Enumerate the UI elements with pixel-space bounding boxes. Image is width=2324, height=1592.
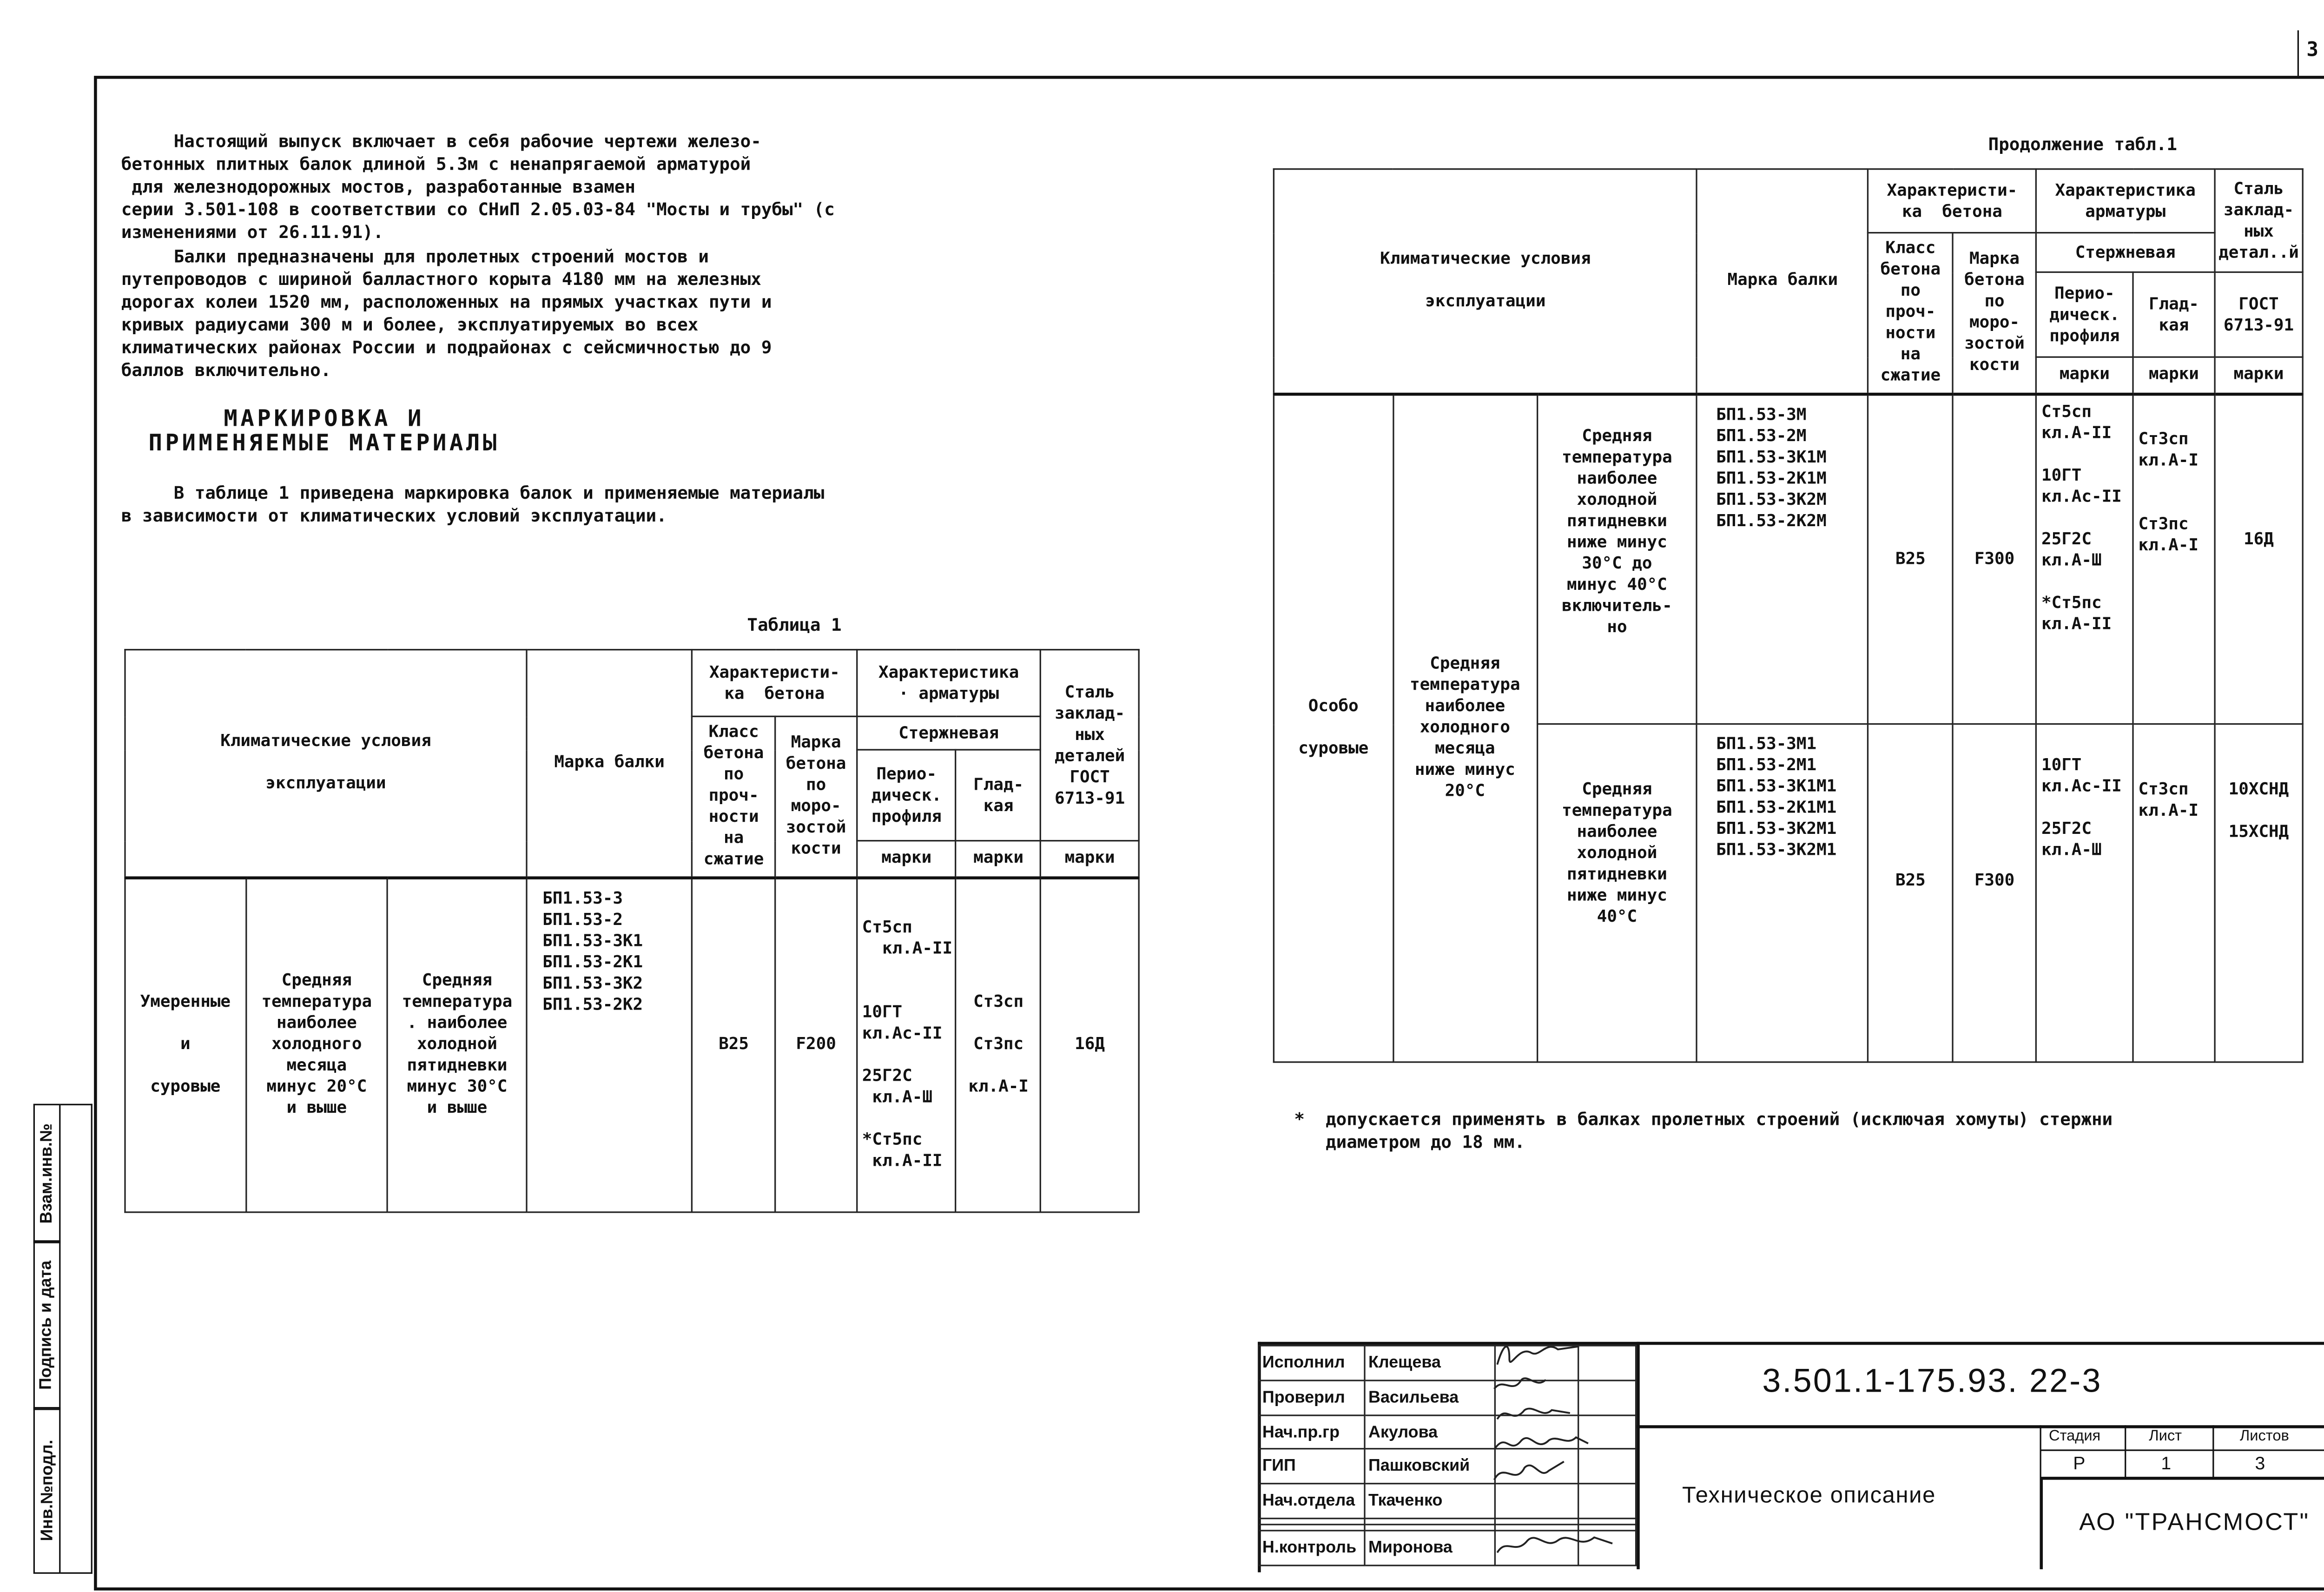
- role-cell: Исполнил: [1259, 1346, 1365, 1380]
- t1-cell-cond2: Средняя температура . наиболее холодной пятидневки минус 30°С и выше: [388, 877, 527, 1212]
- t2-cell-periodic2: 10ГТ кл.Ас-II 25Г2С кл.А-Ш: [2036, 724, 2133, 1062]
- t1-cell-periodic: Ст5сп кл.А-II 10ГТ кл.Ас-II 25Г2С кл.А-Ш *Ст5пс кл.А-II: [857, 877, 956, 1212]
- t1-header-steel: Сталь заклад- ных деталей ГОСТ 6713-91: [1041, 650, 1139, 841]
- sheets-label: Листов: [2239, 1428, 2289, 1445]
- intro-paragraph-1: Настоящий выпуск включает в себя рабочие чертежи железо- бетонных плитных балок длиной 5.3м с ненапрягаемой арматурой для железнодорожных мостов, разработанные взамен серии 3.501-108 в соответствии со СНиП 2.05.03-84 "Мосты и трубы" (с изменениями от 26.11.91).: [121, 130, 835, 243]
- t2-cell-group: Особо суровые: [1274, 393, 1393, 1062]
- table-1-continued: [1273, 168, 2304, 1063]
- section-paragraph: В таблице 1 приведена маркировка балок и применяемые материалы в зависимости от климатических условий эксплуатации.: [121, 482, 825, 526]
- footnote: * допускается применять в балках пролетных строений (исключая хомуты) стержни диаметром до 18 мм.: [1294, 1108, 2113, 1153]
- name-cell: [1365, 1519, 1495, 1525]
- t2-header-mark: Марка балки: [1697, 169, 1868, 394]
- t1-header-frost: Марка бетона по моро- зостой кости: [775, 716, 857, 877]
- name-cell: Акулова: [1365, 1415, 1495, 1449]
- role-cell: [1259, 1525, 1365, 1531]
- sheet-value: 1: [2161, 1452, 2172, 1474]
- stage-grid-line-bottom: [2040, 1477, 2324, 1479]
- t1-header-marks: марки: [956, 841, 1041, 877]
- sheets-value: 3: [2255, 1452, 2265, 1474]
- stage-grid-col2: [2212, 1425, 2214, 1478]
- signatures: [1488, 1334, 1624, 1565]
- intro-paragraph-2: Балки предназначены для пролетных строений мостов и путепроводов с шириной балластного корыта 4180 мм на железных дорогах колеи 1520 мм, расположенных на прямых участках пути и кривых радиусами 300 м и более, эксплуатируемых во всех климатических районах России и подрайонах с сейсмичностью до 9 баллов включительно.: [121, 245, 772, 381]
- t2-header-rod: Стержневая: [2036, 233, 2215, 272]
- t2-cell-cond2: Средняя температура наиболее холодной пятидневки ниже минус 40°С: [1537, 724, 1697, 1062]
- name-cell: Пашковский: [1365, 1449, 1495, 1484]
- side-stamp-inv-podl: Инв.№подл.: [33, 1407, 61, 1574]
- t1-header-rod: Стержневая: [857, 716, 1041, 750]
- stage-grid-col1: [2125, 1425, 2126, 1478]
- document-code: 3.501.1-175.93. 22-3: [1762, 1361, 2102, 1400]
- t2-cell-month: Средняя температура наиболее холодного месяца ниже минус 20°С: [1393, 393, 1537, 1062]
- role-cell: Проверил: [1259, 1380, 1365, 1414]
- name-cell: [1365, 1525, 1495, 1531]
- t1-header-smooth: Глад- кая: [956, 750, 1041, 841]
- t2-header-marks: марки: [2215, 357, 2303, 393]
- t1-header-concrete: Характеристи- ка бетона: [692, 650, 857, 717]
- t2-header-frost: Марка бетона по моро- зостой кости: [1953, 233, 2036, 394]
- document-title: Техническое описание: [1682, 1483, 1936, 1509]
- t1-cell-smooth: Ст3сп Ст3пс кл.А-I: [956, 877, 1041, 1212]
- t2-header-rebar: Характеристика арматуры: [2036, 169, 2215, 233]
- role-cell: Н.контроль: [1259, 1531, 1365, 1566]
- t2-header-periodic: Перио- дическ. профиля: [2036, 272, 2133, 357]
- table1-caption: Таблица 1: [747, 614, 842, 635]
- t1-header-class: Класс бетона по проч- ности на сжатие: [692, 716, 775, 877]
- t2-header-gost: ГОСТ 6713-91: [2215, 272, 2303, 357]
- section-heading: МАРКИРОВКА И ПРИМЕНЯЕМЫЕ МАТЕРИАЛЫ: [148, 404, 500, 456]
- t2-cell-smooth2: Ст3сп кл.А-I: [2133, 724, 2215, 1062]
- t2-header-marks: марки: [2133, 357, 2215, 393]
- side-stamp-blank-col: [60, 1104, 92, 1574]
- t2-cell-steel2: 10ХСНД 15ХСНД: [2215, 724, 2303, 1062]
- t1-cell-class: В25: [692, 877, 775, 1212]
- t2-cell-class2: В25: [1868, 724, 1953, 1062]
- t1-header-rebar: Характеристика · арматуры: [857, 650, 1041, 717]
- table-cont-caption: Продолжение табл.1: [1988, 133, 2177, 155]
- stage-value: Р: [2073, 1452, 2086, 1474]
- t1-header-marks: марки: [1041, 841, 1139, 877]
- t1-header-climate: Климатические условия эксплуатации: [125, 650, 527, 877]
- t2-cell-steel1: 16Д: [2215, 393, 2303, 724]
- t2-cell-marks1: БП1.53-3М БП1.53-2М БП1.53-3К1М БП1.53-2К1М БП1.53-3К2М БП1.53-2К2М: [1697, 393, 1868, 724]
- t1-cell-marks: БП1.53-3 БП1.53-2 БП1.53-3К1 БП1.53-2К1 БП1.53-3К2 БП1.53-2К2: [527, 877, 692, 1212]
- t2-cell-smooth1: Ст3сп кл.А-I Ст3пс кл.А-I: [2133, 393, 2215, 724]
- t2-header-smooth: Глад- кая: [2133, 272, 2215, 357]
- table-1: [124, 649, 1139, 1213]
- t2-cell-frost1: F300: [1953, 393, 2036, 724]
- sheet-number: 3: [2306, 39, 2318, 62]
- name-cell: Васильева: [1365, 1380, 1495, 1414]
- sheet-label: Лист: [2149, 1428, 2182, 1445]
- t2-cell-cond1: Средняя температура наиболее холодной пятидневки ниже минус 30°С до минус 40°С включитель- но: [1537, 393, 1697, 724]
- name-cell: Ткаченко: [1365, 1484, 1495, 1519]
- t1-header-periodic: Перио- дическ. профиля: [857, 750, 956, 841]
- t2-cell-marks2: БП1.53-3М1 БП1.53-2М1 БП1.53-3К1М1 БП1.53-2К1М1 БП1.53-3К2М1 БП1.53-3К2М1: [1697, 724, 1868, 1062]
- t2-cell-class1: В25: [1868, 393, 1953, 724]
- t2-header-concrete: Характеристи- ка бетона: [1868, 169, 2036, 233]
- t2-header-marks: марки: [2036, 357, 2133, 393]
- t1-cell-steel: 16Д: [1041, 877, 1139, 1212]
- role-cell: Нач.пр.гр: [1259, 1415, 1365, 1449]
- stage-label: Стадия: [2049, 1428, 2101, 1445]
- name-cell: Миронова: [1365, 1531, 1495, 1566]
- role-cell: [1259, 1519, 1365, 1525]
- stage-grid-line: [2040, 1449, 2324, 1451]
- org-divider: [2040, 1478, 2042, 1569]
- t2-header-steel: Сталь заклад- ных детал..й: [2215, 169, 2303, 272]
- t1-cell-group: Умеренные и суровые: [125, 877, 246, 1212]
- t2-header-climate: Климатические условия эксплуатации: [1274, 169, 1697, 394]
- role-cell: Нач.отдела: [1259, 1484, 1365, 1519]
- t2-cell-periodic1: Ст5сп кл.А-II 10ГТ кл.Ас-II 25Г2С кл.А-Ш *Ст5пс кл.А-II: [2036, 393, 2133, 724]
- t1-cell-frost: F200: [775, 877, 857, 1212]
- organization: АО "ТРАНСМОСТ": [2079, 1510, 2310, 1536]
- t1-cell-cond1: Средняя температура наиболее холодного месяца минус 20°С и выше: [246, 877, 388, 1212]
- t1-header-mark: Марка балки: [527, 650, 692, 877]
- name-cell: Клещева: [1365, 1346, 1495, 1380]
- t2-cell-frost2: F300: [1953, 724, 2036, 1062]
- role-cell: ГИП: [1259, 1449, 1365, 1484]
- t2-header-class: Класс бетона по проч- ности на сжатие: [1868, 233, 1953, 394]
- t1-header-marks: марки: [857, 841, 956, 877]
- side-stamp-vzam-inv: Взам.инв.№: [33, 1104, 61, 1243]
- side-stamp-signature-date: Подпись и дата: [33, 1240, 61, 1410]
